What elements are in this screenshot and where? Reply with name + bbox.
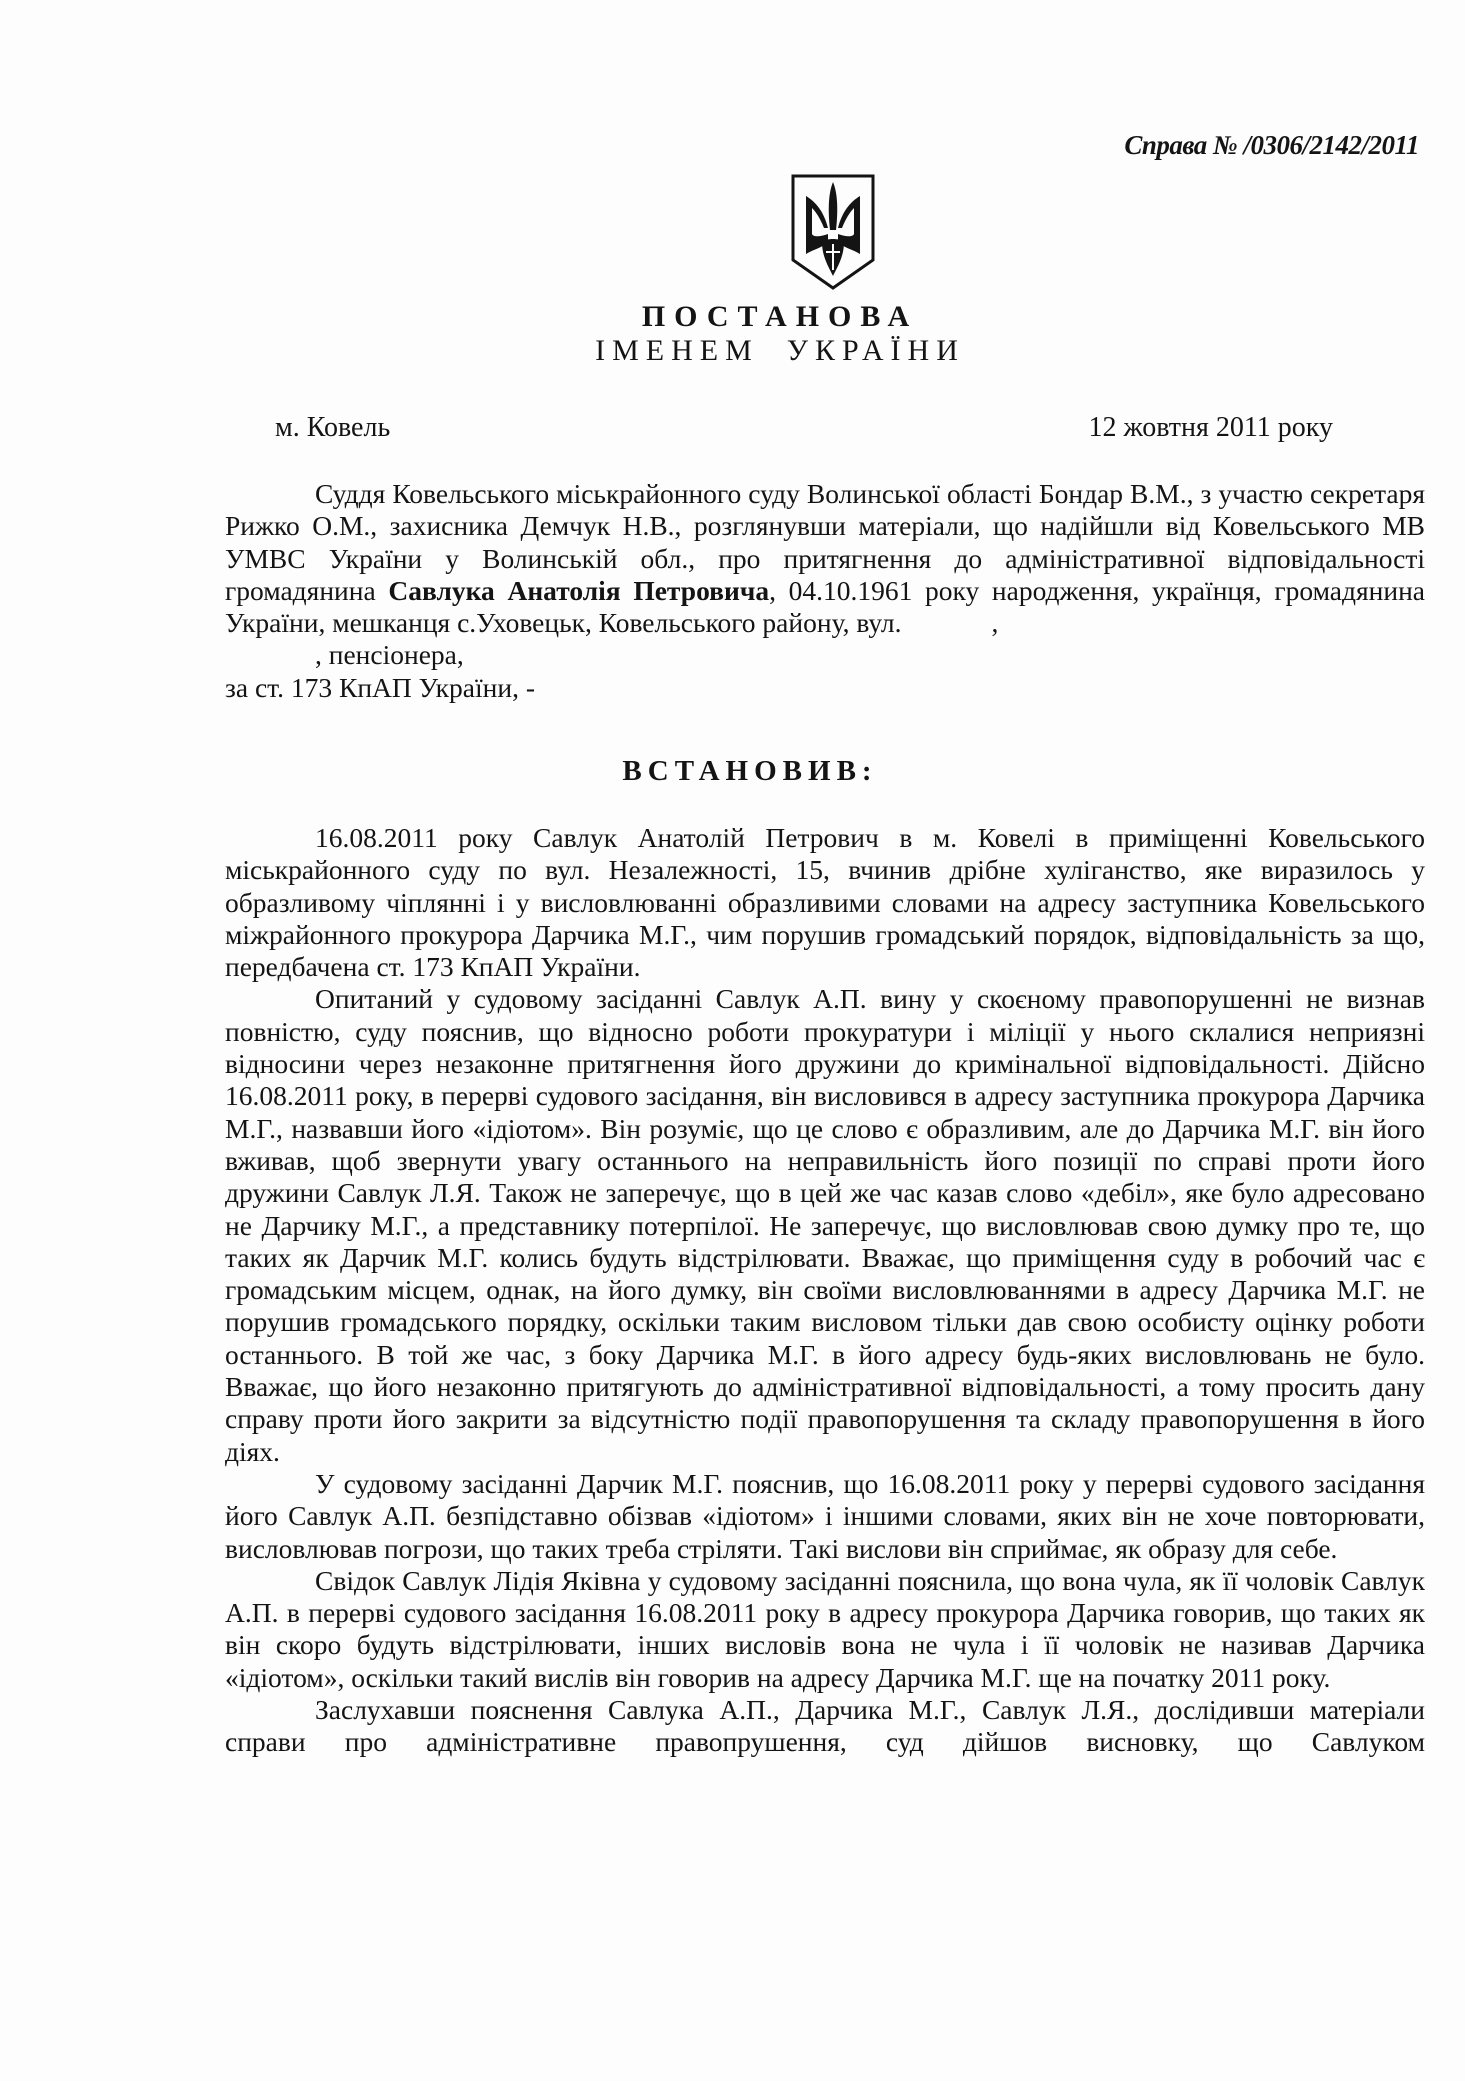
case-number: Справа № /0306/2142/2011 (1124, 130, 1419, 160)
article-reference: за ст. 173 КпАП України, - (225, 671, 535, 703)
intro-text-1: Суддя Ковельського міськрайонного суду Волинської області Бондар В.М., з участю секретаря Рижко О.М., захисника Демчук Н.В., розглянувши матеріали, що надійшли від Ковельського МВ УМВС України у Волинській обл., про притягнення до адміністративної відповідальності громадянина (225, 478, 1425, 606)
city: м. Ковель (275, 412, 391, 443)
paragraph-5: Заслухавши пояснення Савлука А.П., Дарчика М.Г., Савлук Л.Я., дослідивши матеріали справи про адміністративне правопрушення, суд дійшов висновку, що Савлуком (225, 1694, 1425, 1758)
intro-paragraph (225, 478, 1425, 639)
intro-text-4: , пенсіонера, (315, 639, 464, 671)
coat-of-arms-icon (788, 172, 878, 292)
document-title: ПОСТАНОВА (641, 300, 919, 333)
subtitle-word-2: УКРАЇНИ (786, 334, 965, 367)
paragraph-2: Опитаний у судовому засіданні Савлук А.П. вину у скоєному правопорушенні не визнав повністю, суду пояснив, що відносно роботи прокуратури і міліції у нього склалися неприязні відносини через незаконне притягнення його дружини до кримінальної відповідальності. Дійсно 16.08.2011 року, в перерві судового засідання, він висловився в адресу заступника прокурора Дарчика М.Г., назвавши його «ідіотом». Він розуміє, що це слово є образливим, але до Дарчика М.Г. він його вживав, щоб звернути увагу останнього на неправильність його позиції по справі проти його дружини Савлук Л.Я. Також не заперечує, що в цей же час казав слово «дебіл», яке було адресовано не Дарчику М.Г., а представнику потерпілої. Не заперечує, що висловлював свою думку про те, що таких як Дарчик М.Г. колись будуть відстрілювати. Вважає, що приміщення суду в робочий час є громадським місцем, однак, на його думку, він своїми висловлюваннями в адресу Дарчика М.Г. не порушив громадського порядку, оскільки таким висловом тільки дав свою особисту оцінку роботи останнього. В той же час, з боку Дарчика М.Г. в його адресу будь-яких висловлювань не було. Вважає, що його незаконно притягують до адміністративної відповідальності, а тому просить дану справу проти його закрити за відсутністю події правопорушення та складу правопорушення в його діях. (225, 983, 1425, 1467)
section-heading: ВСТАНОВИВ: (622, 755, 878, 787)
intro-block (225, 478, 1425, 704)
defendant-name: Савлука Анатолія Петровича (388, 574, 770, 606)
intro-text-2: , 04.10.1961 року народження, українця, громадянина України, мешканця с.Уховецьк, Ковельського району, вул. (225, 574, 1425, 639)
intro-occupation (225, 639, 1425, 671)
paragraph-3: У судовому засіданні Дарчик М.Г. пояснив, що 16.08.2011 року у перерві судового засідання його Савлук А.П. безпідставно обізвав «ідіотом» і іншими словами, яких він не хоче повторювати, висловлював погрози, що таких треба стріляти. Такі вислови він сприймає, як образу для себе. (225, 1467, 1425, 1564)
findings-block (225, 822, 1425, 1759)
intro-text-3: , (991, 607, 999, 639)
subtitle-word-1: ІМЕНЕМ (595, 334, 759, 367)
document-subtitle (0, 334, 1465, 368)
paragraph-4: Свідок Савлук Лідія Яківна у судовому засіданні пояснила, що вона чула, як її чоловік Савлук А.П. в перерві судового засідання 16.08.2011 року в адресу прокурора Дарчика говорив, що таких як він скоро будуть відстрілювати, інших висловів вона не чула і її чоловік не називав Дарчика «ідіотом», оскільки такий вислів він говорив на адресу Дарчика М.Г. ще на початку 2011 року. (225, 1564, 1425, 1693)
document-date: 12 жовтня 2011 року (1088, 412, 1333, 443)
paragraph-1: 16.08.2011 року Савлук Анатолій Петрович в м. Ковелі в приміщенні Ковельського міськрайонного суду по вул. Незалежності, 15, вчинив дрібне хуліганство, яке виразилось у образливому чіплянні і у висловлюванні образливими словами на адресу заступника Ковельського міжрайонного прокурора Дарчика М.Г., чим порушив громадський порядок, відповідальність за що, передбачена ст. 173 КпАП України. (225, 822, 1425, 983)
